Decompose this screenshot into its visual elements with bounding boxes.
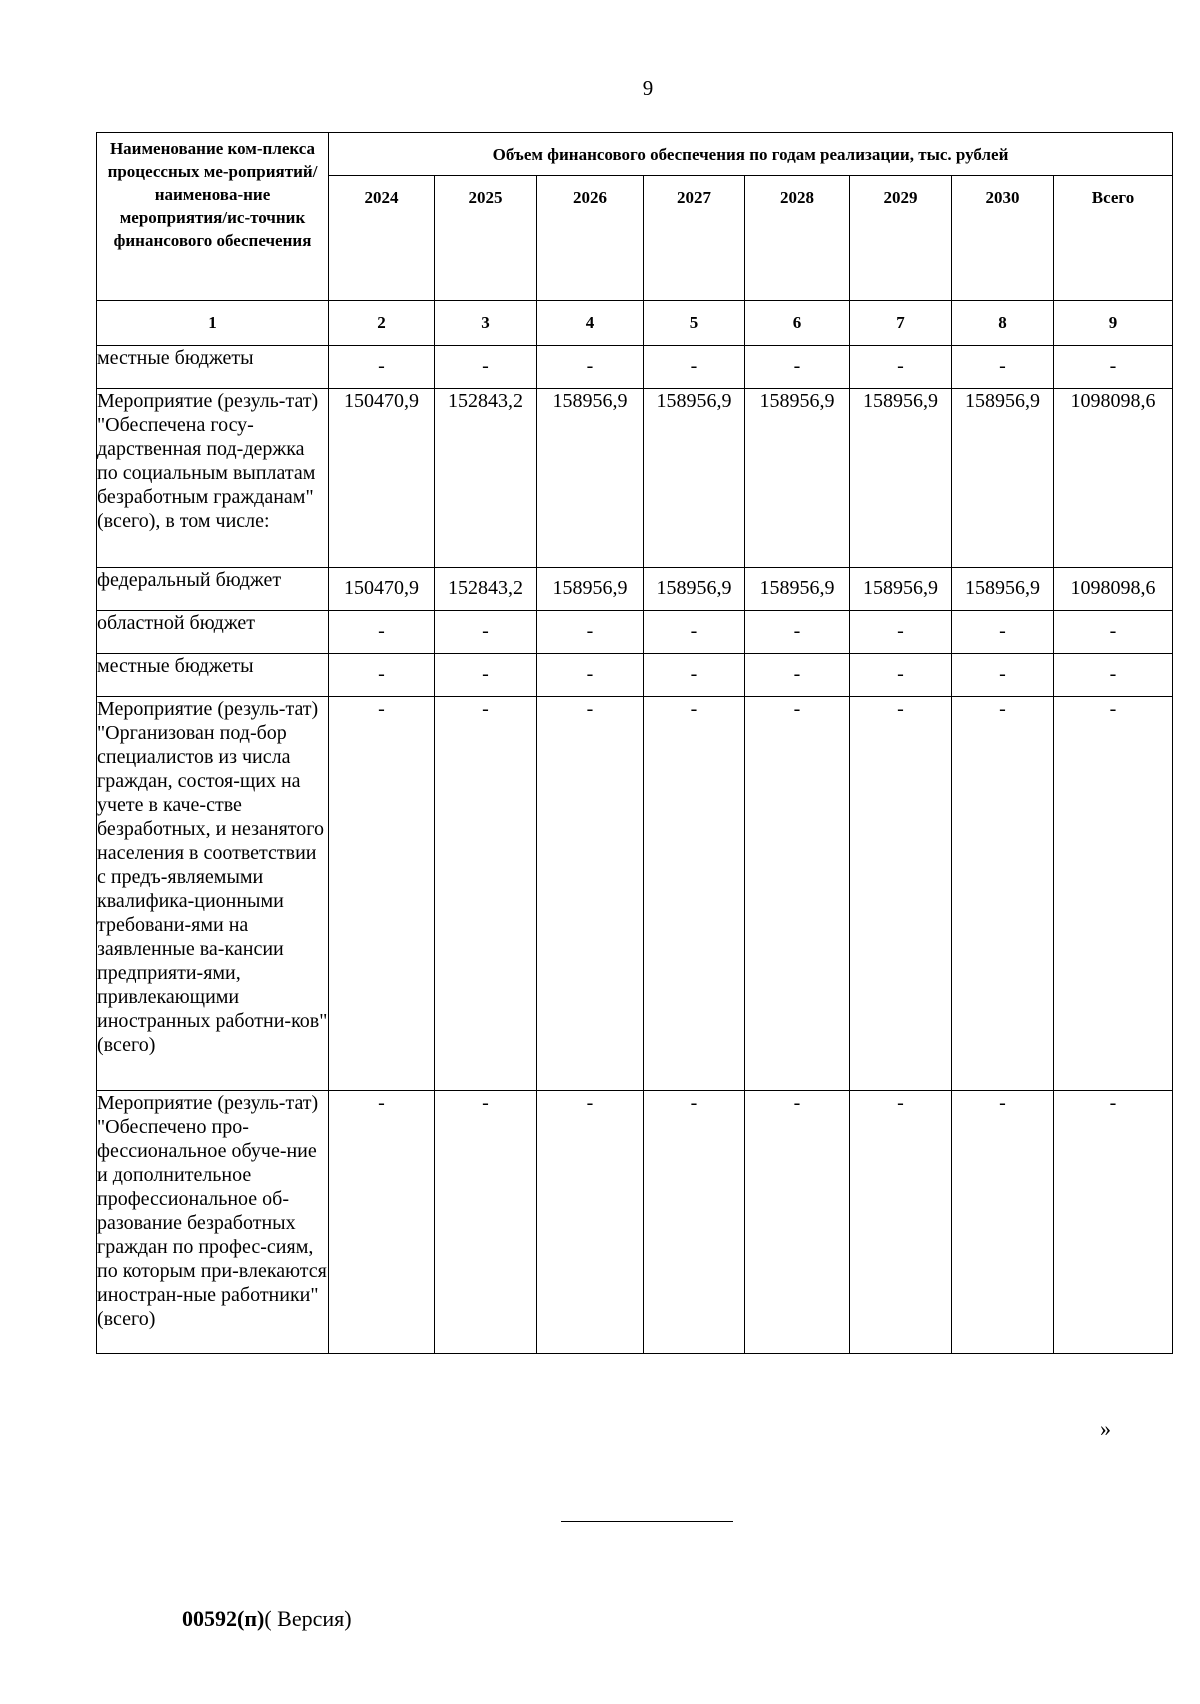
cell-value: -: [745, 654, 850, 697]
table-row: [97, 389, 1173, 568]
cell-value: -: [537, 654, 644, 697]
cell-value: -: [329, 697, 435, 1091]
column-number: 2: [329, 301, 435, 346]
cell-value: 152843,2: [435, 389, 537, 568]
cell-value: -: [850, 697, 952, 1091]
cell-value: -: [850, 1091, 952, 1354]
cell-value: 158956,9: [745, 389, 850, 568]
cell-value: 150470,9: [329, 389, 435, 568]
financing-table: [96, 132, 1173, 1354]
financing-group-header: Объем финансового обеспечения по годам реализации, тыс. рублей: [329, 133, 1173, 176]
year-header: 2024: [329, 176, 435, 301]
cell-value: -: [537, 611, 644, 654]
table-row: [97, 1091, 1173, 1354]
row-name: областной бюджет: [97, 611, 329, 654]
year-header: 2029: [850, 176, 952, 301]
cell-value: -: [850, 654, 952, 697]
cell-value: -: [329, 654, 435, 697]
total-header: Всего: [1054, 176, 1173, 301]
cell-value: -: [435, 654, 537, 697]
cell-value: 158956,9: [644, 389, 745, 568]
cell-value: -: [537, 346, 644, 389]
column-number: 9: [1054, 301, 1173, 346]
divider-line: [561, 1521, 733, 1522]
cell-value: 158956,9: [850, 568, 952, 611]
row-name: Мероприятие (резуль-тат) "Организован под-бор специалистов из числа граждан, состоя-щих на учете в каче-стве безработных, и незанятого населения в соответствии с предъ-являемыми квалифика-ционными требовани-ями на заявленные ва-кансии предприяти-ями, привлекающими иностранных работни-ков" (всего): [97, 697, 329, 1091]
cell-value: 158956,9: [537, 568, 644, 611]
column-number: 7: [850, 301, 952, 346]
cell-value: -: [329, 611, 435, 654]
cell-value: -: [435, 346, 537, 389]
cell-value: -: [644, 654, 745, 697]
cell-value: 158956,9: [745, 568, 850, 611]
year-header: 2028: [745, 176, 850, 301]
document-version: ( Версия): [264, 1606, 352, 1631]
cell-value: 152843,2: [435, 568, 537, 611]
cell-value: -: [952, 1091, 1054, 1354]
cell-value: -: [435, 1091, 537, 1354]
column-number: 1: [97, 301, 329, 346]
cell-value: -: [745, 346, 850, 389]
cell-value: -: [644, 1091, 745, 1354]
cell-value: 1098098,6: [1054, 389, 1173, 568]
cell-value: -: [1054, 697, 1173, 1091]
row-name: Мероприятие (резуль-тат) "Обеспечено про-фессиональное обуче-ние и дополнительное профессиональное об-разование безработных граждан по профес-сиям, по которым при-влекаются иностран-ные работники" (всего): [97, 1091, 329, 1354]
cell-value: 158956,9: [537, 389, 644, 568]
cell-value: -: [1054, 1091, 1173, 1354]
cell-value: -: [952, 697, 1054, 1091]
cell-value: -: [644, 346, 745, 389]
closing-quote: »: [1100, 1416, 1111, 1441]
cell-value: -: [850, 346, 952, 389]
cell-value: -: [435, 697, 537, 1091]
cell-value: -: [537, 1091, 644, 1354]
cell-value: 158956,9: [952, 568, 1054, 611]
year-header: 2027: [644, 176, 745, 301]
cell-value: -: [435, 611, 537, 654]
column-number: 5: [644, 301, 745, 346]
table-row: [97, 346, 1173, 389]
cell-value: -: [644, 697, 745, 1091]
year-header: 2025: [435, 176, 537, 301]
cell-value: 1098098,6: [1054, 568, 1173, 611]
cell-value: -: [329, 346, 435, 389]
cell-value: 158956,9: [850, 389, 952, 568]
cell-value: 150470,9: [329, 568, 435, 611]
page-number: 9: [642, 76, 654, 100]
cell-value: -: [850, 611, 952, 654]
cell-value: -: [952, 611, 1054, 654]
year-header: 2026: [537, 176, 644, 301]
row-name: федеральный бюджет: [97, 568, 329, 611]
row-name: Мероприятие (резуль-тат) "Обеспечена госу-дарственная под-держка по социальным выплатам безработным гражданам" (всего), в том числе:: [97, 389, 329, 568]
cell-value: -: [1054, 611, 1173, 654]
year-header: 2030: [952, 176, 1054, 301]
document-footer: [182, 1606, 352, 1632]
cell-value: 158956,9: [952, 389, 1054, 568]
cell-value: -: [952, 346, 1054, 389]
cell-value: -: [952, 654, 1054, 697]
table-row: [97, 611, 1173, 654]
cell-value: -: [745, 611, 850, 654]
cell-value: -: [1054, 654, 1173, 697]
column-number: 4: [537, 301, 644, 346]
row-name: местные бюджеты: [97, 346, 329, 389]
cell-value: -: [537, 697, 644, 1091]
table-row: [97, 568, 1173, 611]
cell-value: -: [644, 611, 745, 654]
name-column-header: Наименование ком-плекса процессных ме-роприятий/наименова-ние мероприятия/ис-точник финансового обеспечения: [97, 133, 329, 301]
cell-value: 158956,9: [644, 568, 745, 611]
row-name: местные бюджеты: [97, 654, 329, 697]
document-code: 00592(п): [182, 1606, 265, 1631]
cell-value: -: [745, 697, 850, 1091]
cell-value: -: [329, 1091, 435, 1354]
column-numbers-row: [97, 301, 1173, 346]
column-number: 6: [745, 301, 850, 346]
column-number: 8: [952, 301, 1054, 346]
table-row: [97, 697, 1173, 1091]
cell-value: -: [745, 1091, 850, 1354]
table-row: [97, 654, 1173, 697]
column-number: 3: [435, 301, 537, 346]
cell-value: -: [1054, 346, 1173, 389]
